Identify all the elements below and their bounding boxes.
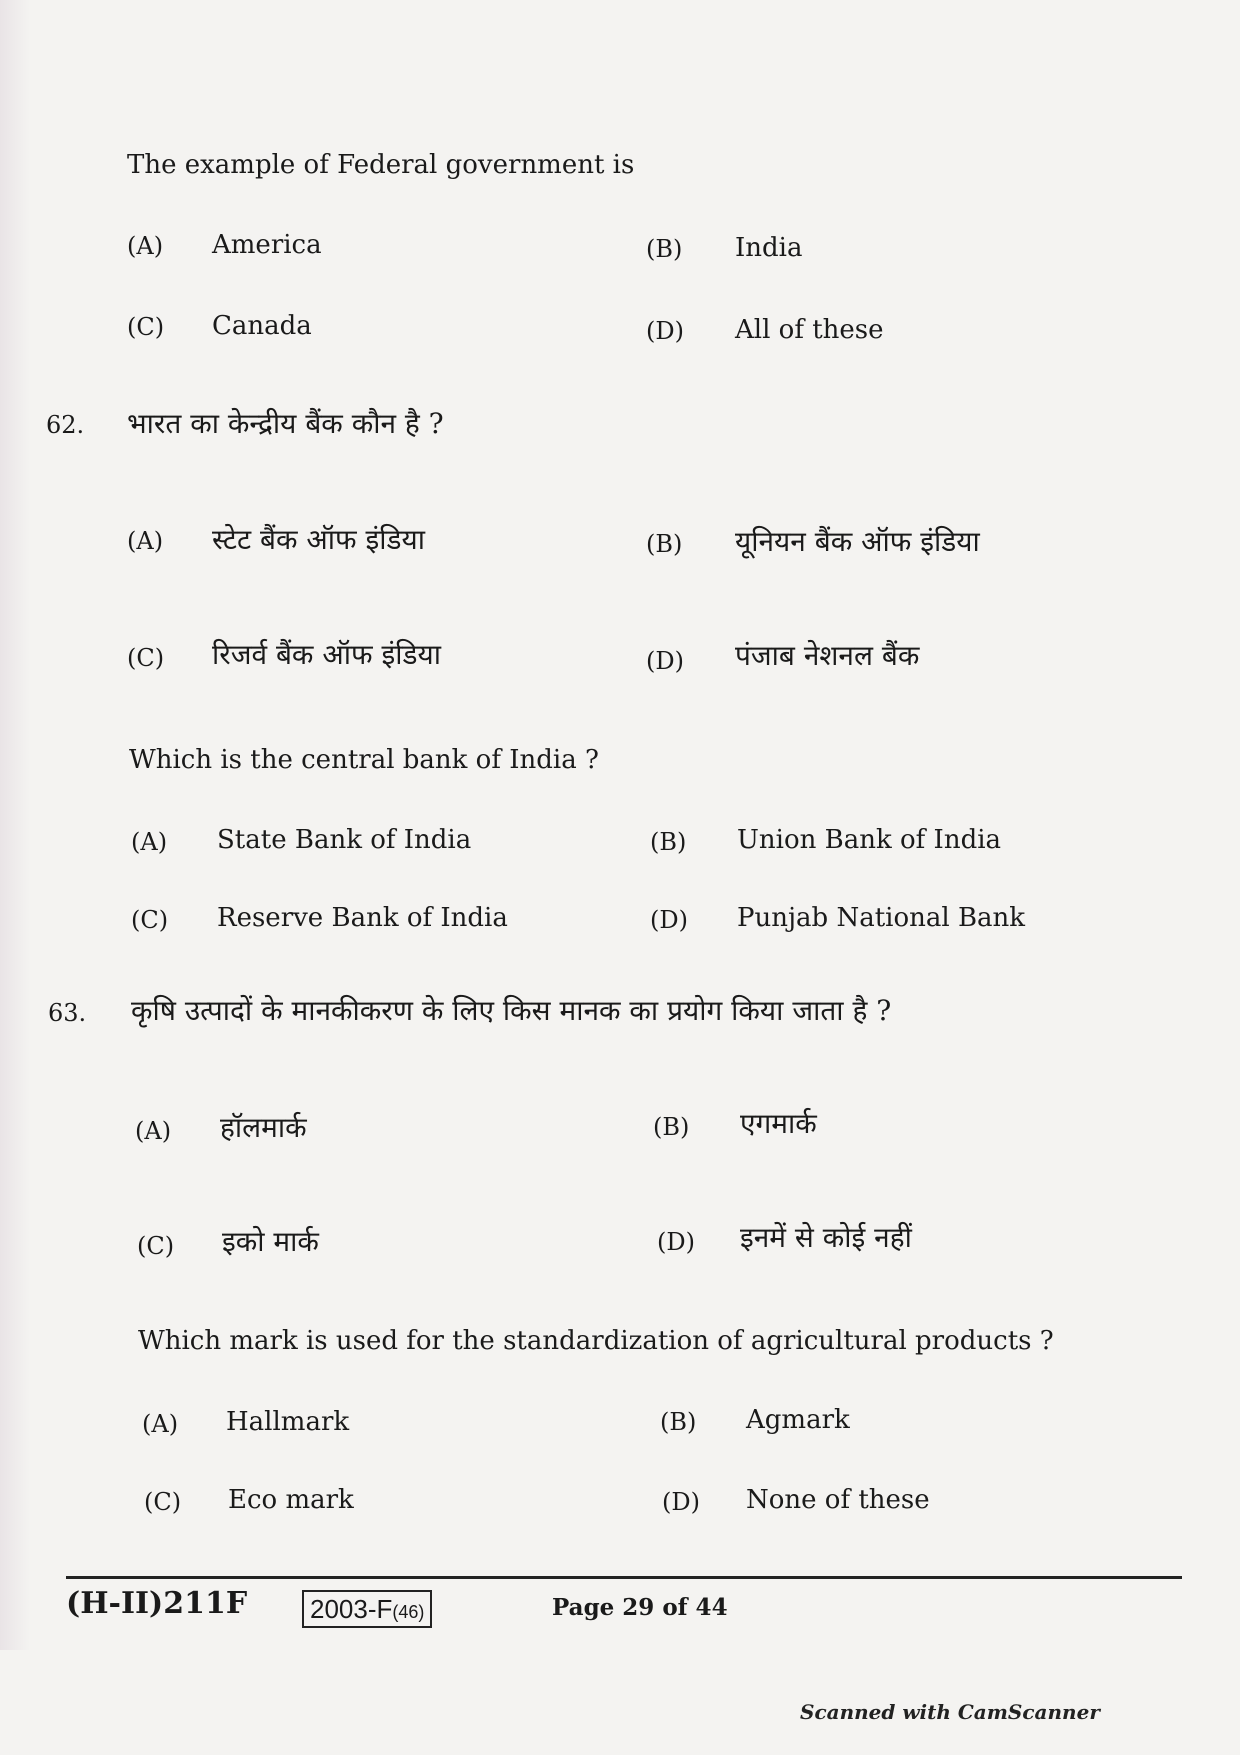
option-text: America: [212, 230, 322, 260]
option-letter: (D): [646, 317, 684, 345]
option-letter: (C): [131, 906, 169, 934]
option-letter: (D): [657, 1228, 695, 1256]
option-text: Hallmark: [226, 1407, 350, 1437]
option-letter: (B): [646, 235, 683, 263]
option-letter: (B): [646, 530, 683, 558]
option-text: State Bank of India: [217, 825, 472, 855]
page-number: Page 29 of 44: [552, 1594, 728, 1621]
question-number: 63.: [48, 999, 87, 1027]
option-letter: (B): [650, 828, 687, 856]
option-letter: (C): [127, 644, 165, 672]
option-letter: (D): [650, 906, 688, 934]
option-text: एगमार्क: [740, 1107, 817, 1140]
option-letter: (A): [131, 828, 168, 856]
option-letter: (C): [127, 313, 165, 341]
scan-shadow: [0, 0, 30, 1650]
option-letter: (B): [653, 1113, 690, 1141]
box-code: 2003-F: [310, 1594, 393, 1624]
footer-divider: [66, 1576, 1182, 1579]
option-letter: (B): [660, 1408, 697, 1436]
question-text: Which is the central bank of India ?: [129, 745, 599, 775]
option-letter: (C): [137, 1232, 175, 1260]
question-text-hindi: भारत का केन्द्रीय बैंक कौन है ?: [127, 407, 444, 440]
option-text: इनमें से कोई नहीं: [740, 1221, 912, 1254]
option-text: All of these: [735, 315, 884, 345]
paper-set-box: [302, 1590, 432, 1628]
paper-code: (H-II)211F: [66, 1586, 248, 1621]
option-letter: (A): [135, 1117, 172, 1145]
question-number: 62.: [46, 411, 85, 439]
option-text: पंजाब नेशनल बैंक: [735, 639, 920, 672]
question-text: The example of Federal government is: [127, 150, 635, 180]
option-text: Agmark: [746, 1405, 850, 1435]
question-text-hindi: कृषि उत्पादों के मानकीकरण के लिए किस मानक का प्रयोग किया जाता है ?: [131, 994, 892, 1027]
option-letter: (D): [646, 647, 684, 675]
box-suffix: (46): [392, 1602, 425, 1622]
option-letter: (A): [127, 232, 164, 260]
option-text: Reserve Bank of India: [217, 903, 508, 933]
option-text: यूनियन बैंक ऑफ इंडिया: [735, 525, 980, 558]
option-text: Union Bank of India: [737, 825, 1002, 855]
option-text: Punjab National Bank: [737, 903, 1026, 933]
option-text: India: [735, 233, 803, 263]
option-text: रिजर्व बैंक ऑफ इंडिया: [212, 638, 441, 671]
option-text: हॉलमार्क: [220, 1111, 307, 1144]
scanner-watermark: Scanned with CamScanner: [800, 1700, 1100, 1724]
option-text: None of these: [746, 1485, 930, 1515]
question-text: Which mark is used for the standardization of agricultural products ?: [138, 1326, 1054, 1356]
option-letter: (A): [142, 1410, 179, 1438]
option-text: स्टेट बैंक ऑफ इंडिया: [212, 523, 426, 556]
option-text: Canada: [212, 311, 312, 341]
option-letter: (D): [662, 1488, 700, 1516]
option-text: Eco mark: [228, 1485, 354, 1515]
option-letter: (A): [127, 527, 164, 555]
option-letter: (C): [144, 1488, 182, 1516]
option-text: इको मार्क: [222, 1225, 319, 1258]
